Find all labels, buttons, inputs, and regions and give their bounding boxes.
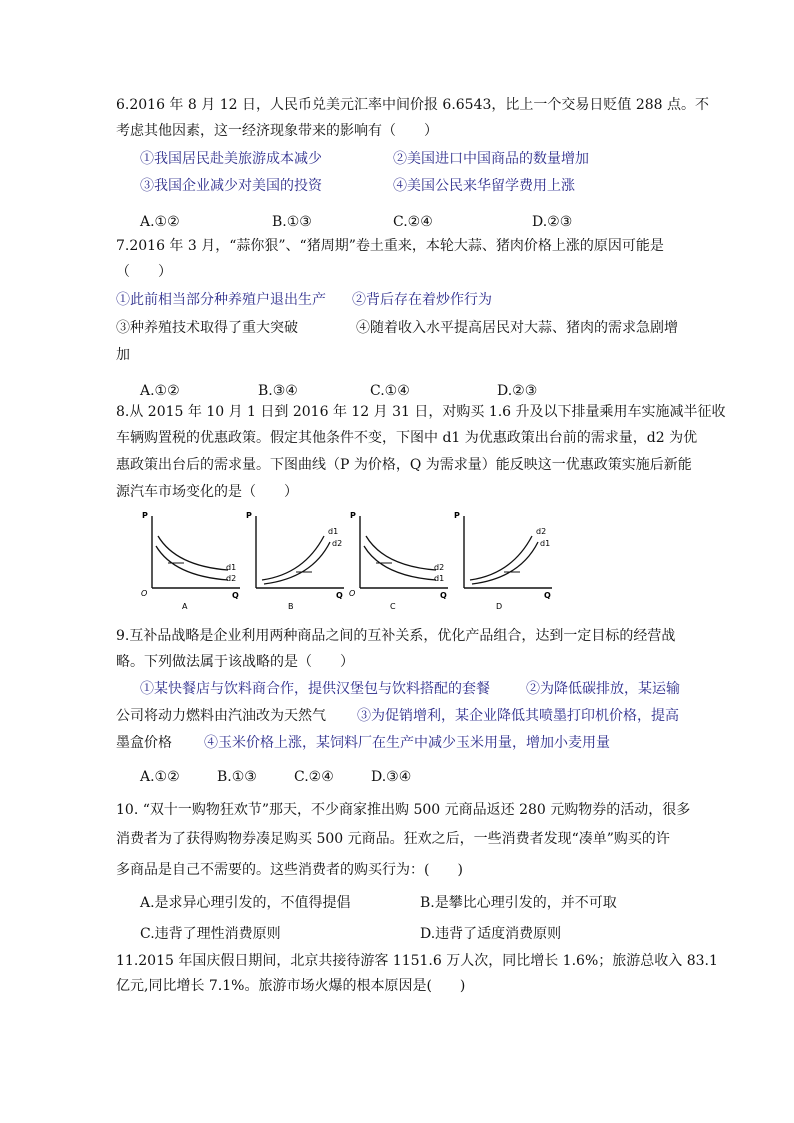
- graph-b-upper-label: d1: [328, 527, 339, 536]
- q9-statement-1: ①某快餐店与饮料商合作，提供汉堡包与饮料搭配的套餐: [140, 681, 490, 697]
- graph-c-curve-upper: [366, 536, 436, 570]
- q6-choice-a: A.①②: [140, 214, 180, 230]
- q7-choice-b: B.③④: [258, 383, 298, 399]
- q6-choice-c: C.②④: [393, 214, 433, 230]
- q10-choice-c: C.违背了理性消费原则: [140, 926, 281, 942]
- graph-a-label: A: [182, 602, 188, 611]
- graph-a-p-label: P: [142, 511, 148, 520]
- q9-choice-c: C.②④: [294, 769, 334, 785]
- graph-d-lower-label: d1: [540, 539, 551, 548]
- graph-a-q-label: Q: [232, 591, 239, 600]
- graph-c-q-label: Q: [440, 591, 447, 600]
- q6-statement-3: ③我国企业减少对美国的投资: [140, 178, 322, 194]
- q11-stem-line1: 11.2015 年国庆假日期间，北京共接待游客 1151.6 万人次，同比增长 1.6%；旅游总收入 83.1: [116, 953, 718, 969]
- graph-a-lower-label: d2: [226, 574, 237, 583]
- q6-choice-d: D.②③: [532, 214, 573, 230]
- q7-stem-line1: 7.2016 年 3 月，“蒜你狠”、“猪周期”卷土重来，本轮大蒜、猪肉价格上涨的原因可能是: [116, 238, 664, 254]
- q7-statement-4: ④随着收入水平提高居民对大蒜、猪肉的需求急剧增: [356, 320, 678, 336]
- q7-statement-2: ②背后存在着炒作行为: [352, 292, 492, 308]
- q10-choice-a: A.是求异心理引发的，不值得提倡: [140, 895, 351, 911]
- q10-choice-d: D.违背了适度消费原则: [420, 926, 562, 942]
- q9-stem-line2: 略。下列做法属于该战略的是（ ）: [116, 654, 354, 670]
- graph-d-label: D: [496, 602, 503, 611]
- q8-stem-line1: 8.从 2015 年 10 月 1 日到 2016 年 12 月 31 日，对购买 1.6 升及以下排量乘用车实施减半征收: [116, 404, 726, 420]
- q9-choice-d: D.③④: [371, 769, 412, 785]
- q9-statement-3: ③为促销增利，某企业降低其喷墨打印机价格，提高: [357, 708, 679, 724]
- graph-c-upper-label: d2: [434, 563, 445, 572]
- q6-statement-1: ①我国居民赴美旅游成本减少: [140, 151, 322, 167]
- graph-b: [246, 511, 344, 611]
- q10-stem-line1: 10. “双十一购物狂欢节”那天，不少商家推出购 500 元商品返还 280 元购物券的活动，很多: [116, 802, 691, 818]
- q9-choice-b: B.①③: [217, 769, 257, 785]
- graph-b-label: B: [288, 602, 294, 611]
- graph-d-curve-upper: [470, 536, 532, 580]
- graph-c: [349, 511, 448, 611]
- q7-choice-a: A.①②: [140, 383, 180, 399]
- graph-c-p-label: P: [350, 511, 356, 520]
- graph-d-upper-label: d2: [536, 527, 547, 536]
- graph-b-q-label: Q: [336, 591, 343, 600]
- q6-stem-line2: 考虑其他因素，这一经济现象带来的影响有（ ）: [116, 123, 438, 139]
- q6-stem-line1: 6.2016 年 8 月 12 日，人民币兑美元汇率中间价报 6.6543，比上一个交易日贬值 288 点。不: [116, 97, 710, 113]
- q7-choice-d: D.②③: [497, 383, 538, 399]
- q6-statement-2: ②美国进口中国商品的数量增加: [393, 151, 589, 167]
- q8-stem-line4: 源汽车市场变化的是（ ）: [116, 484, 298, 500]
- q9-choice-a: A.①②: [140, 769, 180, 785]
- q7-statement-4-cont: 加: [116, 347, 130, 363]
- q8-stem-line3: 惠政策出台后的需求量。下图曲线（P 为价格，Q 为需求量）能反映这一优惠政策实施后新能: [116, 457, 692, 473]
- graph-b-lower-label: d2: [332, 539, 343, 548]
- graph-c-label: C: [390, 602, 396, 611]
- q10-choice-b: B.是攀比心理引发的，并不可取: [420, 895, 617, 911]
- q9-statement-3-cont: 墨盒价格: [116, 735, 172, 751]
- graph-c-origin: O: [349, 589, 356, 598]
- graph-b-curve-upper: [262, 536, 324, 580]
- graph-d-q-label: Q: [544, 591, 551, 600]
- q7-statement-3: ③种养殖技术取得了重大突破: [116, 320, 298, 336]
- graph-c-lower-label: d1: [434, 574, 445, 583]
- q7-choice-c: C.①④: [370, 383, 410, 399]
- q9-statement-2: ②为降低碳排放，某运输: [526, 681, 680, 697]
- q7-statement-1: ①此前相当部分种养殖户退出生产: [116, 292, 326, 308]
- q6-choice-b: B.①③: [272, 214, 312, 230]
- graph-d: [454, 511, 552, 611]
- q7-stem-line2: （ ）: [116, 264, 172, 280]
- graph-a-curve-upper: [158, 536, 228, 570]
- graph-b-p-label: P: [246, 511, 252, 520]
- q9-statement-2-cont: 公司将动力燃料由汽油改为天然气: [116, 708, 326, 724]
- q6-statement-4: ④美国公民来华留学费用上涨: [393, 178, 575, 194]
- graph-a-origin: O: [141, 589, 148, 598]
- q11-stem-line2: 亿元,同比增长 7.1%。旅游市场火爆的根本原因是( ): [116, 978, 466, 994]
- graph-d-p-label: P: [454, 511, 460, 520]
- q9-stem-line1: 9.互补品战略是企业利用两种商品之间的互补关系，优化产品组合，达到一定目标的经营战: [116, 628, 676, 644]
- q10-stem-line3: 多商品是自己不需要的。这些消费者的购买行为：( ): [116, 862, 463, 878]
- demand-curve-figures: [138, 508, 578, 612]
- graph-a-upper-label: d1: [226, 563, 237, 572]
- q8-stem-line2: 车辆购置税的优惠政策。假定其他条件不变，下图中 d1 为优惠政策出台前的需求量，d2 为优: [116, 430, 698, 446]
- graph-a: [141, 511, 240, 611]
- q10-stem-line2: 消费者为了获得购物券凑足购买 500 元商品。狂欢之后，一些消费者发现“凑单”购买的许: [116, 831, 670, 847]
- q9-statement-4: ④玉米价格上涨，某饲料厂在生产中减少玉米用量，增加小麦用量: [204, 735, 610, 751]
